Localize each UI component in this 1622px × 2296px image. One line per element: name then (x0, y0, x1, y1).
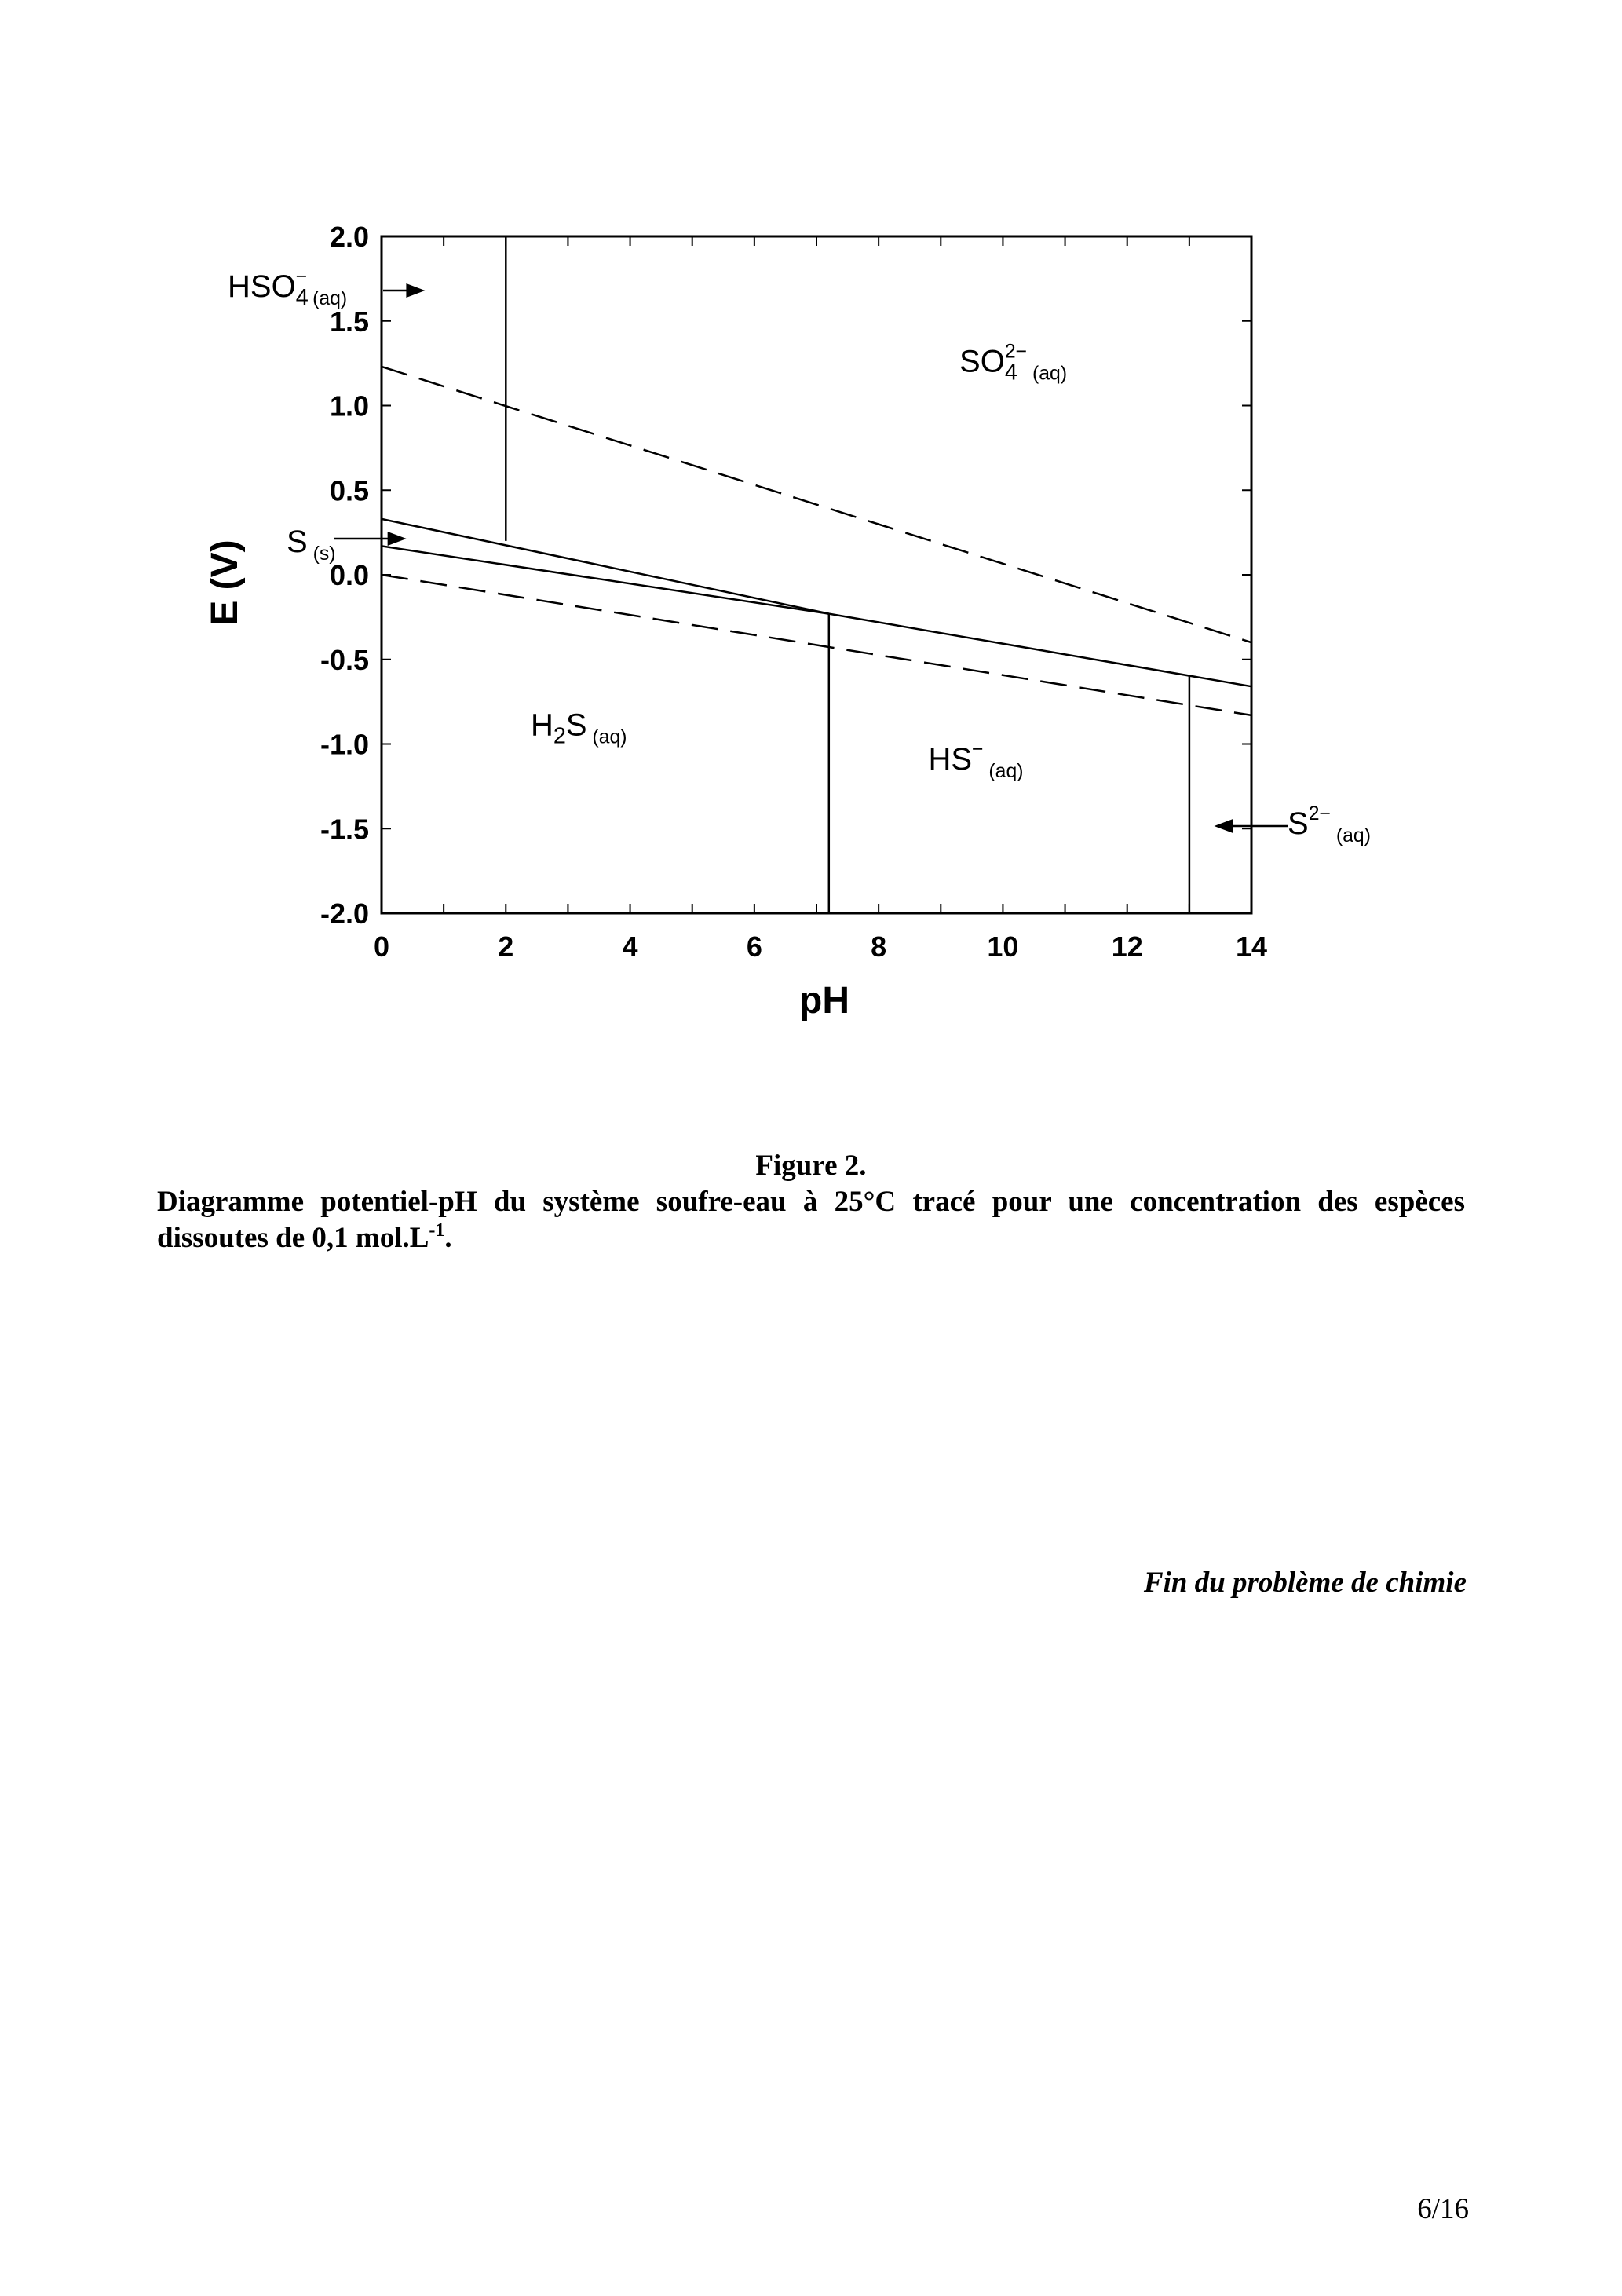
pointer-labels (228, 266, 1371, 846)
boundary-line (829, 614, 1251, 687)
region-label: $SO_42- _{(aq)}$ (959, 341, 1068, 386)
pointer-label-hso4: $HSO_4- _{(aq)}$ (228, 266, 348, 310)
page-number: 6/16 (1417, 2193, 1469, 2225)
x-tick-label: 0 (373, 930, 390, 963)
boundary-line (382, 546, 829, 613)
x-tick-label: 4 (622, 930, 638, 963)
potential-ph-diagram (0, 0, 1622, 1021)
x-tick-label: 12 (1111, 930, 1143, 963)
x-tick-label: 6 (746, 930, 762, 963)
plot-frame (382, 236, 1251, 913)
x-tick-labels (374, 930, 1267, 963)
boundary-lines (382, 236, 1251, 913)
boundary-line (382, 519, 829, 614)
y-tick-label: 0.0 (329, 559, 369, 591)
axis-ticks (382, 236, 1251, 913)
region-label: HS− $_{(aq)}$ (928, 738, 1024, 782)
figure-caption-title: Figure 2. (755, 1150, 867, 1182)
end-of-section-note: Fin du problème de chimie (1143, 1567, 1467, 1599)
water-stability-line (382, 367, 1251, 642)
region-label: $H_2S$ $_{(aq)}$ (530, 707, 627, 749)
x-tick-label: 8 (871, 930, 887, 963)
figure-caption-body (157, 1184, 1465, 1256)
y-tick-labels (320, 221, 369, 930)
water-stability-line (382, 575, 1251, 715)
region-labels (531, 341, 1067, 781)
y-tick-label: -1.0 (320, 728, 369, 761)
y-tick-label: 0.5 (329, 474, 369, 507)
x-axis-title: pH (799, 980, 849, 1021)
y-tick-label: -0.5 (320, 643, 369, 676)
caption-superscript: -1 (429, 1220, 445, 1241)
x-tick-label: 10 (987, 930, 1019, 963)
y-tick-label: 1.0 (329, 389, 369, 422)
pointer-arrowhead (406, 283, 425, 298)
pointer-arrowhead (388, 532, 407, 546)
caption-end: . (444, 1222, 452, 1254)
y-tick-label: 1.5 (329, 305, 369, 338)
pointer-arrowhead (1215, 819, 1233, 833)
pointer-label-sulfide: $S^{2-}$ $_{(aq)}$ (1288, 803, 1371, 846)
x-tick-label: 14 (1235, 930, 1268, 963)
y-axis-title: E (V) (204, 539, 246, 626)
y-tick-label: 2.0 (329, 221, 369, 253)
caption-text: Diagramme potentiel-pH du système soufre-eau à 25°C tracé pour une concentration des espèces dissoutes de 0,1 mol.L (157, 1186, 1465, 1254)
y-tick-label: -2.0 (320, 898, 369, 930)
y-tick-label: -1.5 (320, 813, 369, 846)
pointer-label-sulfur: S $_{(s)}$ (287, 525, 336, 565)
x-tick-label: 2 (498, 930, 514, 963)
